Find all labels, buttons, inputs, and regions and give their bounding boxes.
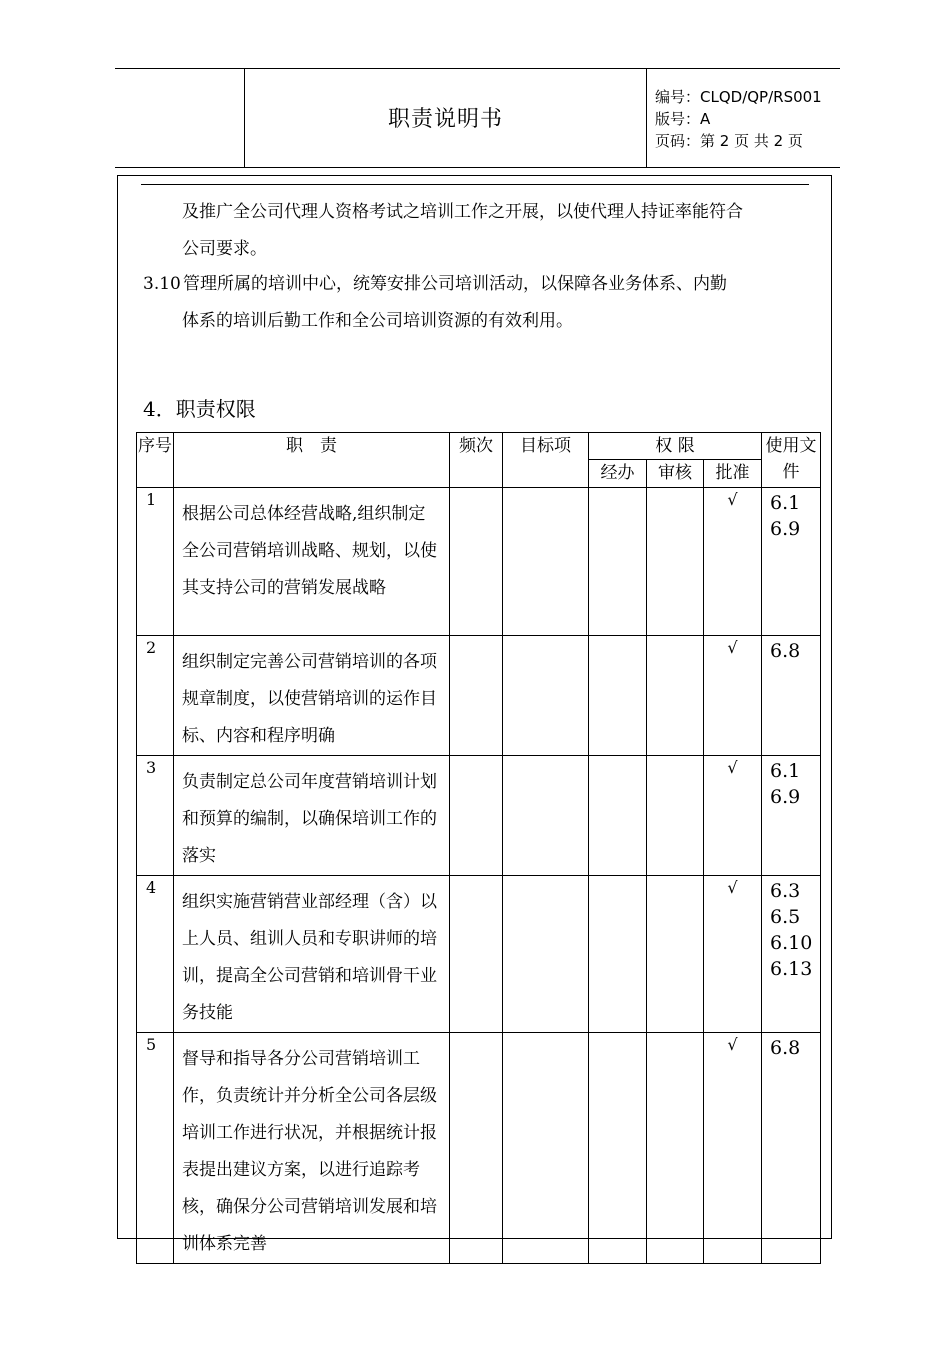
row-no: 5 — [137, 1033, 174, 1264]
doc-ref: 6.1 — [770, 492, 801, 514]
doc-ref: 6.10 — [770, 932, 813, 954]
row-handle — [589, 876, 647, 1033]
row-duty: 组织制定完善公司营销培训的各项规章制度，以使营销培训的运作目标、内容和程序明确 — [174, 636, 450, 756]
doc-ref: 6.9 — [770, 518, 801, 540]
header-no: 序号 — [137, 433, 174, 488]
row-docs — [762, 756, 821, 876]
row-frequency — [450, 488, 503, 636]
header-approve: 批准 — [704, 460, 762, 488]
row-review — [647, 636, 704, 756]
document-title: 职责说明书 — [387, 107, 503, 132]
row-docs — [762, 876, 821, 1033]
section-title: 4．职责权限 — [143, 397, 256, 421]
table-row — [137, 876, 821, 1033]
content-top-rule — [141, 184, 809, 185]
paragraph-3-10 — [143, 266, 813, 340]
paragraph-line: 体系的培训后勤工作和全公司培训资源的有效利用。 — [182, 311, 573, 331]
header-frequency: 频次 — [450, 433, 503, 488]
paragraph-line: 管理所属的培训中心，统筹安排公司培训活动，以保障各业务体系、内勤 — [183, 274, 727, 294]
row-no: 4 — [137, 876, 174, 1033]
row-review — [647, 756, 704, 876]
paragraph-line: 公司要求。 — [182, 239, 267, 259]
doc-ref: 6.3 — [770, 880, 801, 902]
row-approve-check: √ — [704, 1033, 762, 1264]
row-handle — [589, 636, 647, 756]
row-frequency — [450, 756, 503, 876]
row-duty: 组织实施营销营业部经理（含）以上人员、组训人员和专职讲师的培训，提高全公司营销和培训骨干业务技能 — [174, 876, 450, 1033]
document-code: 编号：CLQD/QP/RS001 — [655, 88, 822, 106]
row-no: 1 — [137, 488, 174, 636]
paragraph-number: 3.10 — [143, 274, 181, 294]
row-target — [503, 756, 589, 876]
row-docs — [762, 636, 821, 756]
duty-authority-table — [136, 432, 821, 1264]
row-approve-check: √ — [704, 488, 762, 636]
row-approve-check: √ — [704, 756, 762, 876]
header-target: 目标项 — [503, 433, 589, 488]
row-review — [647, 876, 704, 1033]
header-bottom-rule — [115, 167, 840, 168]
paragraph-line: 及推广全公司代理人资格考试之培训工作之开展，以使代理人持证率能符合 — [182, 202, 743, 222]
row-frequency — [450, 876, 503, 1033]
paragraph-continued — [182, 194, 817, 268]
header-authority: 权 限 — [589, 433, 762, 460]
doc-ref: 6.8 — [770, 1037, 801, 1059]
doc-ref: 6.13 — [770, 958, 813, 980]
row-docs — [762, 488, 821, 636]
header-divider-right — [646, 68, 647, 167]
row-no: 3 — [137, 756, 174, 876]
row-frequency — [450, 1033, 503, 1264]
header-duty: 职 责 — [174, 433, 450, 488]
row-duty: 负责制定总公司年度营销培训计划和预算的编制，以确保培训工作的落实 — [174, 756, 450, 876]
row-approve-check: √ — [704, 876, 762, 1033]
row-target — [503, 1033, 589, 1264]
doc-ref: 6.5 — [770, 906, 801, 928]
row-no: 2 — [137, 636, 174, 756]
table-row — [137, 488, 821, 636]
document-version: 版号：A — [655, 110, 711, 128]
row-target — [503, 876, 589, 1033]
table-row — [137, 636, 821, 756]
doc-ref: 6.9 — [770, 786, 801, 808]
row-handle — [589, 756, 647, 876]
row-handle — [589, 488, 647, 636]
row-review — [647, 488, 704, 636]
page-number: 页码：第 2 页 共 2 页 — [655, 132, 803, 150]
row-target — [503, 636, 589, 756]
header-docs: 使用文件 — [762, 433, 821, 488]
doc-ref: 6.1 — [770, 760, 801, 782]
row-approve-check: √ — [704, 636, 762, 756]
row-duty: 根据公司总体经营战略,组织制定全公司营销培训战略、规划，以使其支持公司的营销发展战略 — [174, 488, 450, 636]
document-meta — [655, 86, 840, 152]
row-docs — [762, 1033, 821, 1264]
doc-ref: 6.8 — [770, 640, 801, 662]
table-row — [137, 1033, 821, 1264]
header-review: 审核 — [647, 460, 704, 488]
table-row — [137, 756, 821, 876]
header-handle: 经办 — [589, 460, 647, 488]
row-target — [503, 488, 589, 636]
row-review — [647, 1033, 704, 1264]
row-frequency — [450, 636, 503, 756]
row-handle — [589, 1033, 647, 1264]
row-duty: 督导和指导各分公司营销培训工作，负责统计并分析全公司各层级培训工作进行状况，并根据统计报表提出建议方案，以进行追踪考核，确保分公司营销培训发展和培训体系完善 — [174, 1033, 450, 1264]
